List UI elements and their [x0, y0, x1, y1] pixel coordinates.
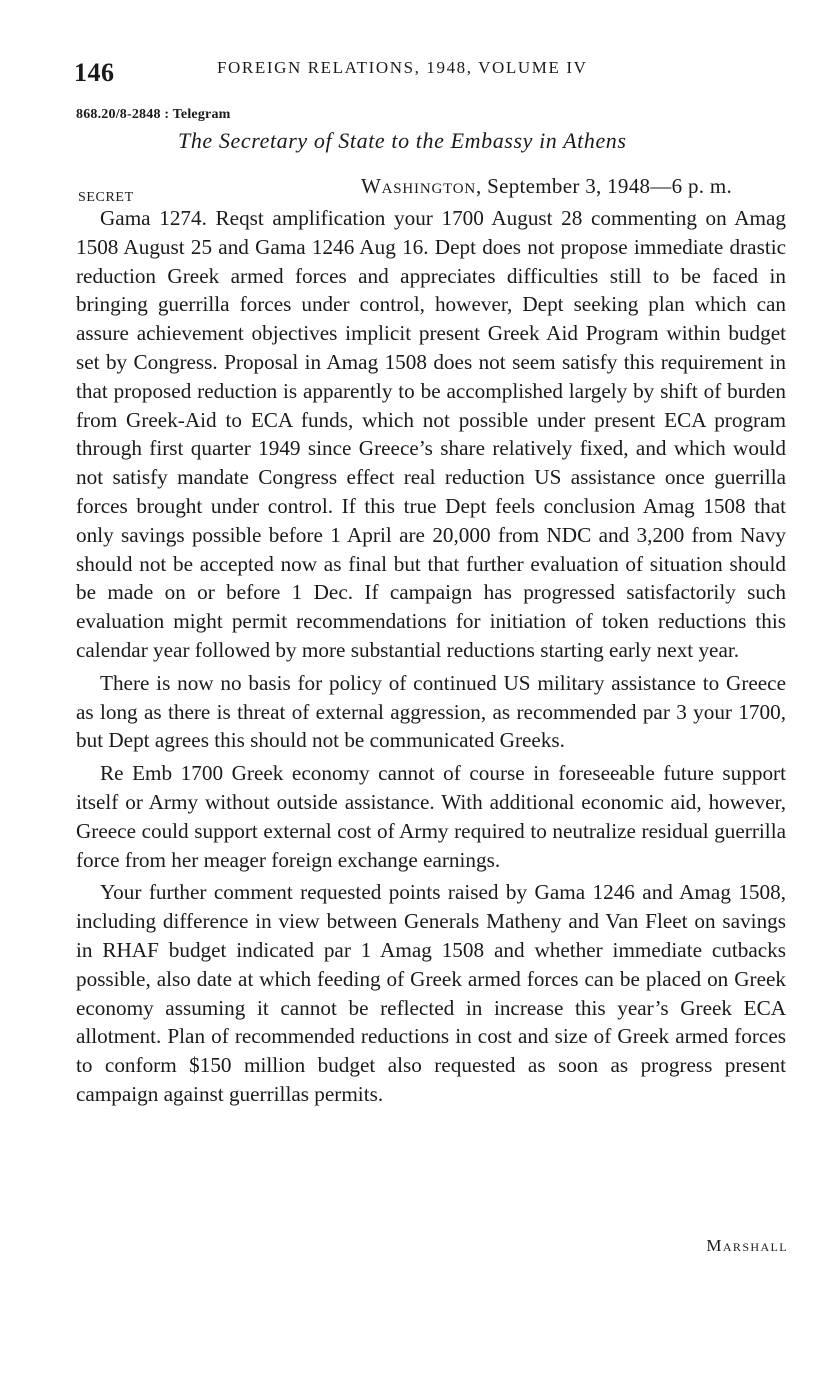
- signature: Marshall: [706, 1236, 788, 1255]
- paragraph-4: Your further comment requested points raised by Gama 1246 and Amag 1508, including difference in view between Generals Matheny and Van Fleet on savings in RHAF budget indicated par 1 Amag 1508 and whether immediate cutbacks possible, also date at which feeding of Greek armed forces can be placed on Greek economy assuming it cannot be reflected in increase this year’s Greek ECA allotment. Plan of recommended reductions in cost and size of Greek armed forces to conform $150 million budget also requested as soon as progress present campaign against guerrillas permits.: [76, 880, 786, 1106]
- paragraph-1: Gama 1274. Reqst amplification your 1700 August 28 commenting on Amag 1508 August 25 and Gama 1246 Aug 16. Dept does not propose immediate drastic reduction Greek armed forces and appreciates difficulties still to be faced in bringing guerrilla forces under control, however, Dept seeking plan which can assure achievement objectives implicit present Greek Aid Program within budget set by Congress. Proposal in Amag 1508 does not seem satisfy this requirement in that proposed reduction is apparently to be accomplished largely by shift of burden from Greek-Aid to ECA funds, which not possible under present ECA program through first quarter 1949 since Greece’s share relatively fixed, and which would not satisfy mandate Congress effect real reduction US assistance once guerrilla forces brought under control. If this true Dept feels conclusion Amag 1508 that only savings possible before 1 April are 20,000 from NDC and 3,200 from Navy should not be accepted now as final but that further evaluation of situation should be made on or before 1 Dec. If campaign has progressed satisfactorily such evaluation might permit recommendations for initiation of token reductions this calendar year followed by more substantial reductions starting early next year.: [76, 206, 786, 662]
- running-head: FOREIGN RELATIONS, 1948, VOLUME IV: [217, 58, 588, 77]
- dateline: [361, 174, 732, 199]
- document-title: The Secretary of State to the Embassy in Athens: [178, 128, 627, 153]
- paragraph-2: There is now no basis for policy of continued US military assistance to Greece as long as there is threat of external aggression, as recommended par 3 your 1700, but Dept agrees this should not be communicated Greeks.: [76, 670, 786, 753]
- telegram-body: [76, 204, 786, 1113]
- page-number: 146: [74, 58, 115, 87]
- dateline-place: Washington: [361, 174, 477, 198]
- paragraph-3: Re Emb 1700 Greek economy cannot of course in foreseeable future support itself or Army without outside assistance. With additional economic aid, however, Greece could support external cost of Army required to neutralize residual guerrilla force from her meager foreign exchange earnings.: [76, 761, 786, 872]
- classification-label: SECRET: [78, 190, 134, 205]
- dateline-date: , September 3, 1948—6 p. m.: [476, 174, 733, 198]
- file-reference: 868.20/8-2848 : Telegram: [76, 107, 231, 122]
